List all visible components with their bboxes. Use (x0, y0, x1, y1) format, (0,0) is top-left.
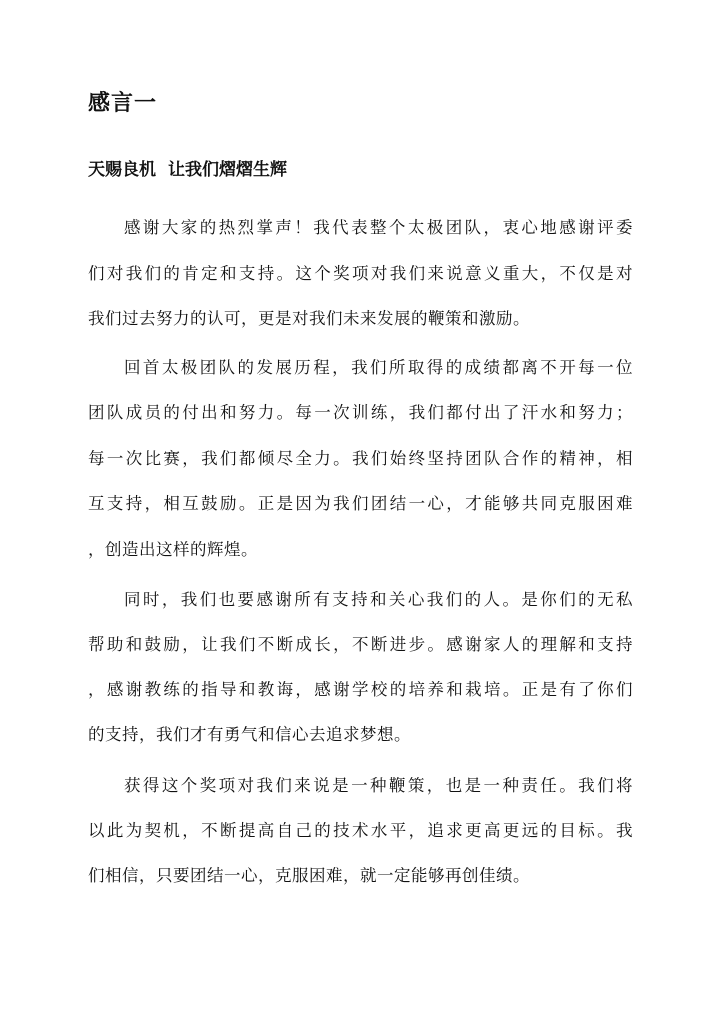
subtitle-part-1: 天赐良机 (88, 160, 156, 180)
document-heading: 感言一 (88, 90, 158, 116)
paragraph-4-line-3: 们相信，只要团结一心，克服困难，就一定能够再创佳绩。 (88, 866, 530, 885)
subtitle-part-2: 让我们熠熠生辉 (168, 160, 287, 180)
paragraph-3-line-2: 帮助和鼓励，让我们不断成长，不断进步。感谢家人的理解和支持 (88, 635, 633, 654)
paragraph-1-line-1: 感谢大家的热烈掌声！我代表整个太极团队，衷心地感谢评委 (124, 218, 633, 237)
paragraph-3-line-3: ，感谢教练的指导和教诲，感谢学校的培养和栽培。正是有了你们 (88, 680, 633, 699)
paragraph-1-line-3: 我们过去努力的认可，更是对我们未来发展的鞭策和激励。 (88, 309, 530, 328)
paragraph-2-line-2: 团队成员的付出和努力。每一次训练，我们都付出了汗水和努力； (88, 403, 633, 422)
paragraph-2-line-5: ，创造出这样的辉煌。 (88, 540, 258, 559)
document-subtitle (88, 155, 287, 180)
paragraph-4-line-2: 以此为契机，不断提高自己的技术水平，追求更高更远的目标。我 (88, 821, 633, 840)
paragraph-2-line-4: 互支持，相互鼓励。正是因为我们团结一心，才能够共同克服困难 (88, 494, 633, 513)
paragraph-1-line-2: 们对我们的肯定和支持。这个奖项对我们来说意义重大，不仅是对 (88, 264, 633, 283)
paragraph-3-line-1: 同时，我们也要感谢所有支持和关心我们的人。是你们的无私 (124, 590, 633, 609)
paragraph-2-line-3: 每一次比赛，我们都倾尽全力。我们始终坚持团队合作的精神，相 (88, 449, 633, 468)
paragraph-2-line-1: 回首太极团队的发展历程，我们所取得的成绩都离不开每一位 (124, 358, 633, 377)
paragraph-3-line-4: 的支持，我们才有勇气和信心去追求梦想。 (88, 725, 411, 744)
paragraph-4-line-1: 获得这个奖项对我们来说是一种鞭策，也是一种责任。我们将 (124, 776, 633, 795)
